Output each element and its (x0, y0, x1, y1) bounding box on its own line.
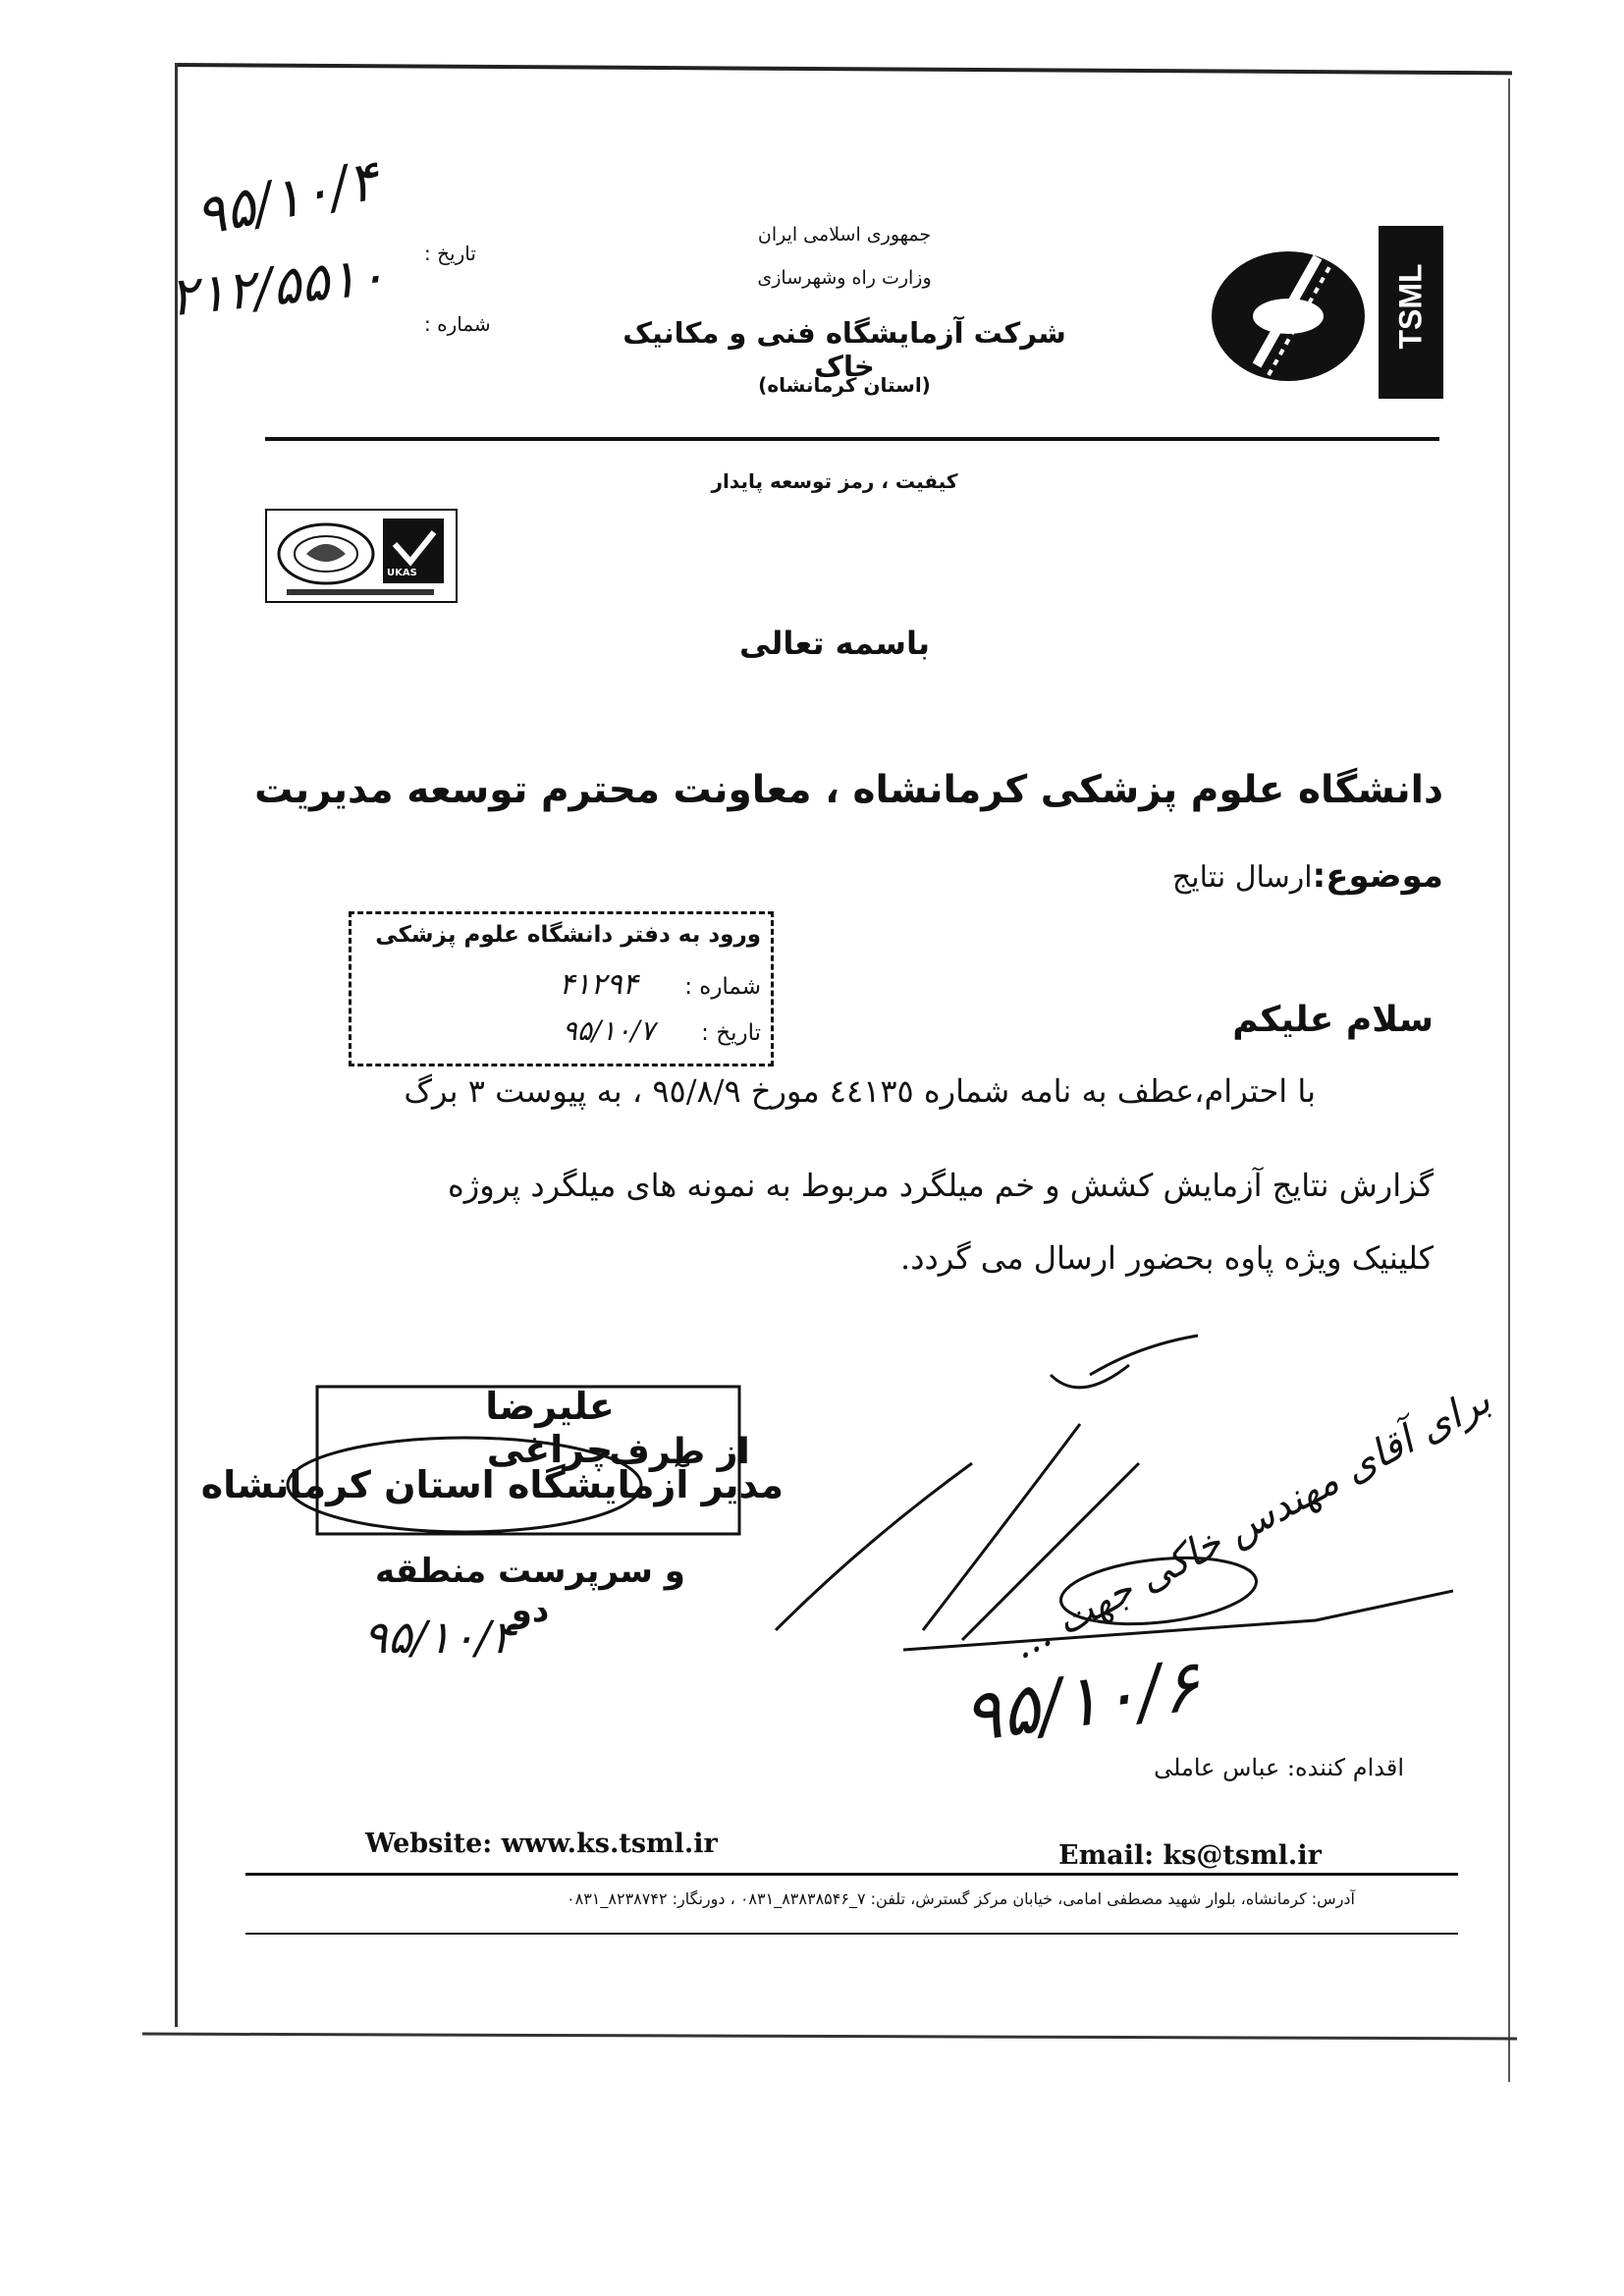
tsml-logo-text: TSML (1392, 263, 1429, 350)
footer-address: آدرس: کرمانشاه، بلوار شهید مصطفی امامی، خیابان مرکز گسترش، تلفن: ۷_۸۳۸۳۸۵۴۶_۰۸۳۱ ، دورنگار: ۸۲۳۸۷۴۲_۰۸۳۱ (567, 1889, 1355, 1908)
header-motto: کیفیت ، رمز توسعه پایدار (711, 469, 958, 493)
addressee: دانشگاه علوم پزشکی کرمانشاه ، معاونت محترم توسعه مدیریت (254, 768, 1443, 812)
entry-stamp (349, 911, 774, 1066)
entry-stamp-date-label: تاریخ : (701, 1020, 761, 1046)
entry-stamp-number-value: ۴۱۲۹۴ (559, 967, 638, 1002)
signature-name: علیرضا چراغی (485, 1385, 615, 1471)
entry-stamp-date (563, 1014, 761, 1047)
certification-seals (265, 509, 458, 603)
date-label: تاریخ : (424, 242, 476, 265)
entry-stamp-title: ورود به دفتر دانشگاه علوم پزشکی (375, 922, 761, 948)
signature-title: مدیر آزمایشگاه استان کرمانشاه (200, 1463, 784, 1506)
signature-stamp-text: از طرف (609, 1432, 750, 1472)
greeting: سلام علیکم (1232, 1000, 1434, 1040)
header-ministry: وزارت راه وشهرسازی (757, 267, 932, 289)
invocation: باسمه تعالی (739, 625, 930, 662)
page-frame-top (175, 63, 1512, 75)
header-country: جمهوری اسلامی ایران (757, 224, 932, 246)
handwritten-date: ۹۵/۱۰/۴ (189, 148, 384, 249)
subject-label: موضوع: (1312, 856, 1443, 896)
header-company: شرکت آزمایشگاه فنی و مکانیک خاک (623, 316, 1066, 383)
body-line-3: کلینیک ویژه پاوه بحضور ارسال می گردد. (900, 1239, 1434, 1277)
iso-seal-icon (267, 511, 456, 601)
body-line-1: با احترام،عطف به نامه شماره ٤٤١٣٥ مورخ ٩٥/٨/٩ ، به پیوست ٣ برگ (404, 1072, 1316, 1110)
entry-stamp-date-value: ۹۵/۱۰/۷ (562, 1014, 655, 1047)
footer-rule-bottom (245, 1933, 1458, 1935)
footer-rule-top (245, 1873, 1458, 1876)
footer-email: Email: ks@tsml.ir (1058, 1840, 1322, 1871)
subject-line (884, 856, 1443, 896)
page-frame-right (1508, 79, 1510, 2082)
header-province: (استان کرمانشاه) (758, 373, 931, 397)
entry-stamp-number (559, 967, 761, 1002)
number-label: شماره : (424, 312, 491, 336)
footer-website: Website: www.ks.tsml.ir (365, 1829, 718, 1859)
signature-date: ۹۵/۱۰/۴ (363, 1611, 515, 1664)
page-frame-bottom (142, 2033, 1517, 2041)
handwritten-number: ۲۱۲/۵۵۱۰ (166, 244, 389, 329)
subject-value: ارسال نتایج (1171, 860, 1313, 895)
handwritten-note: برای آقای مهندس خاکی جهت ... (1003, 1377, 1498, 1668)
body-line-2: گزارش نتایج آزمایش کشش و خم میلگرد مربوط به نمونه های میلگرد پروژه (447, 1167, 1434, 1204)
handwritten-annotation-date: ۹۵/۱۰/۶ (957, 1643, 1205, 1759)
entry-stamp-number-label: شماره : (684, 974, 761, 1000)
tsml-logo (1210, 218, 1453, 405)
page-frame-left (175, 63, 178, 2027)
ukas-label: UKAS (387, 568, 417, 578)
header-rule (265, 437, 1439, 441)
action-by: اقدام کننده: عباس عاملی (1154, 1754, 1404, 1781)
signature-subtitle: و سرپرست منطقه دو (375, 1552, 685, 1630)
